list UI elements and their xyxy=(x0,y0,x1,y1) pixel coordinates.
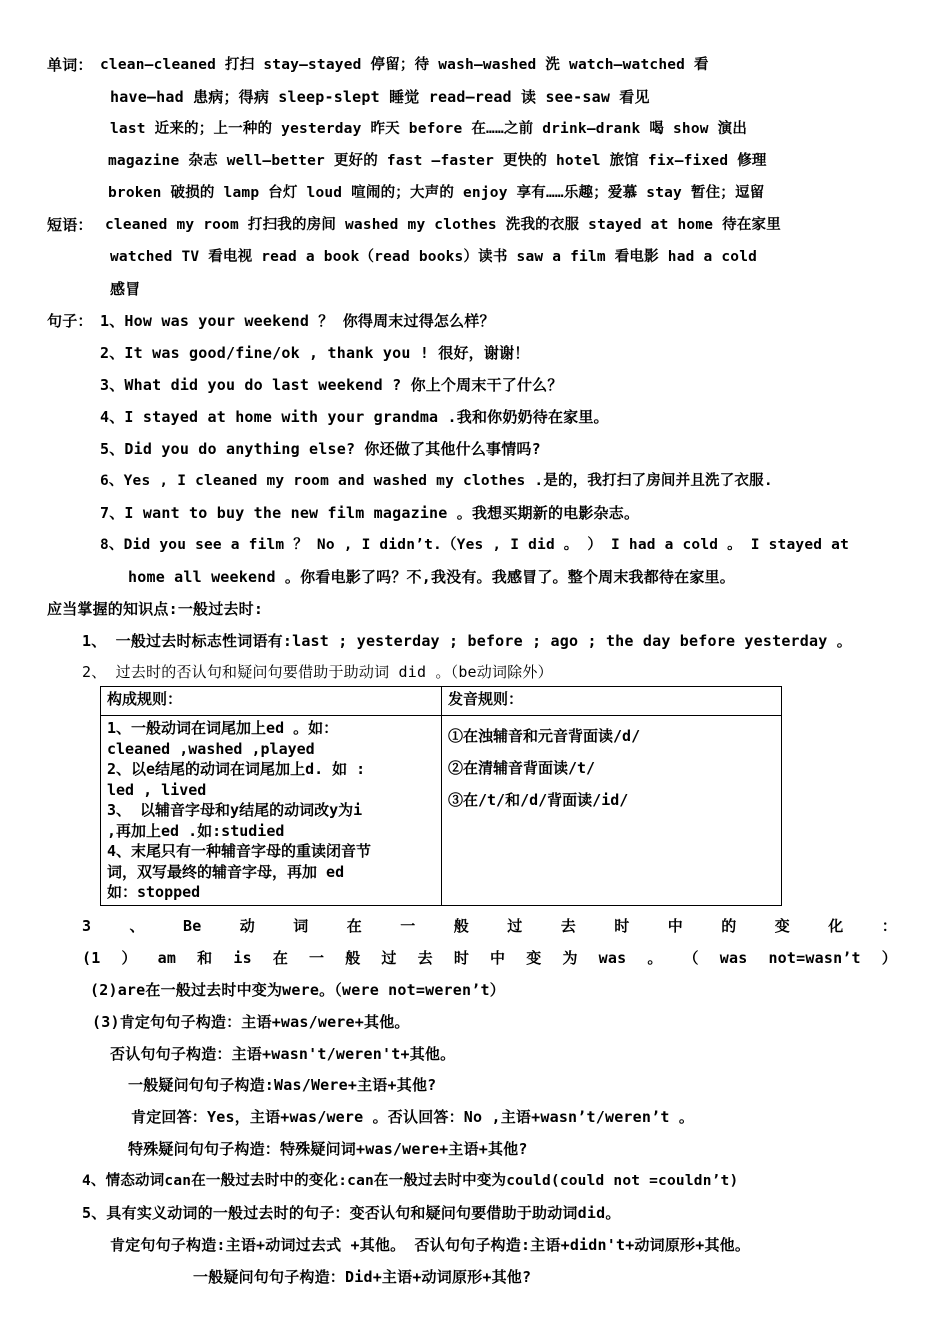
vocab-line-2: have—had 患病；得病 sleep-slept 睡觉 read—read 读 see-saw 看见 xyxy=(110,88,650,106)
sentence-3: 3、What did you do last weekend ? 你上个周末干了什么？ xyxy=(100,376,563,394)
text-token: 在 xyxy=(272,949,289,967)
text-token: ） xyxy=(881,949,897,967)
formation-rule-line: 1、一般动词在词尾加上ed 。如： xyxy=(107,719,339,737)
did-question-structure: 一般疑问句句子构造：Did+主语+动词原形+其他? xyxy=(193,1268,532,1286)
formation-rule-line: 4、末尾只有一种辅音字母的重读闭音节 xyxy=(107,842,372,860)
text-token: 、 xyxy=(129,917,145,935)
text-token: (1 xyxy=(82,949,101,967)
knowledge-point-1: 1、 一般过去时标志性词语有:last ; yesterday ; before ; ago ; the day before yesterday 。 xyxy=(82,632,852,650)
pronunciation-rule-line: ②在清辅音背面读/t/ xyxy=(448,759,596,777)
phrases-label: 短语： xyxy=(47,216,93,234)
text-token: 。 xyxy=(647,949,663,967)
knowledge-point-3-1 xyxy=(82,948,897,968)
text-token: 时 xyxy=(453,949,470,967)
text-token: is xyxy=(233,949,252,967)
phrase-line-2: watched TV 看电视 read a book（read books）读书 saw a film 看电影 had a cold xyxy=(110,249,758,265)
affirmative-structure: 肯定句句子构造:主语+动词过去式 +其他。 否认句句子构造:主语+didn't+动词原形+其他。 xyxy=(110,1236,751,1254)
text-token: 中 xyxy=(667,917,683,935)
text-token: 化 xyxy=(828,917,844,935)
pronunciation-rules-cell xyxy=(442,716,782,906)
sentence-8-cont: home all weekend 。你看电影了吗？不,我没有。我感冒了。整个周末我都待在家里。 xyxy=(128,568,735,586)
sentence-8: 8、Did you see a film ？ No , I didn’t.（Yes , I did 。 ） I had a cold 。 I stayed at xyxy=(100,537,849,553)
text-token: ： xyxy=(881,917,897,935)
formation-rules-cell xyxy=(101,716,442,906)
text-token: was xyxy=(719,949,748,967)
sentences-label: 句子： xyxy=(47,312,93,330)
text-token: Be xyxy=(183,917,202,935)
text-token: 时 xyxy=(614,917,630,935)
knowledge-point-4: 4、情态动词can在一般过去时中的变化:can在一般过去时中变为could(could not =couldn’t) xyxy=(82,1173,739,1189)
text-token: ） xyxy=(121,949,137,967)
text-token: 中 xyxy=(490,949,506,967)
formation-rule-line: 2、以e结尾的动词在词尾加上d. 如 : xyxy=(107,760,366,778)
formation-rule-line: led , lived xyxy=(107,780,207,799)
phrase-line-1: cleaned my room 打扫我的房间 washed my clothes 洗我的衣服 stayed at home 待在家里 xyxy=(105,217,781,233)
knowledge-point-2: 2、 过去时的否认句和疑问句要借助于助动词 did 。（be动词除外） xyxy=(82,663,553,681)
vocab-line-1: clean—cleaned 打扫 stay—stayed 停留；待 wash—washed 洗 watch—watched 看 xyxy=(100,57,709,73)
text-token: 去 xyxy=(417,949,433,967)
text-token: 动 xyxy=(239,917,255,935)
sentence-2: 2、It was good/fine/ok , thank you ! 很好，谢谢！ xyxy=(100,344,530,362)
text-token: 变 xyxy=(526,949,542,967)
text-token: 3 xyxy=(82,917,92,935)
vocab-label: 单词： xyxy=(47,56,93,74)
text-token: 一 xyxy=(400,917,416,935)
text-token: 过 xyxy=(381,949,397,967)
pronunciation-rule-line: ③在/t/和/d/背面读/id/ xyxy=(448,791,629,809)
text-token: 过 xyxy=(507,917,523,935)
text-token: am xyxy=(157,949,177,967)
vocab-line-5: broken 破损的 lamp 台灯 loud 喧闹的；大声的 enjoy 享有……乐趣；爱慕 stay 暂住；逗留 xyxy=(108,185,765,201)
text-token: not=wasn’t xyxy=(768,949,861,967)
text-token: was xyxy=(598,949,627,967)
text-token: 的 xyxy=(721,917,737,935)
knowledge-heading: 应当掌握的知识点:一般过去时: xyxy=(47,600,264,618)
knowledge-point-3 xyxy=(82,916,897,936)
answer-structure: 肯定回答：Yes，主语+was/were 。否认回答：No ,主语+wasn’t/weren’t 。 xyxy=(131,1108,695,1126)
text-token: 词 xyxy=(293,917,309,935)
knowledge-point-5: 5、具有实义动词的一般过去时的句子：变否认句和疑问句要借助于助动词did。 xyxy=(82,1204,621,1222)
text-token: 般 xyxy=(345,949,361,967)
formation-rule-line: cleaned ,washed ,played xyxy=(107,739,315,758)
text-token: 变 xyxy=(774,917,790,935)
question-structure: 一般疑问句句子构造:Was/Were+主语+其他? xyxy=(128,1076,437,1094)
sentence-1: 1、How was your weekend ？ 你得周末过得怎么样？ xyxy=(100,312,495,330)
text-token: 去 xyxy=(560,917,576,935)
formation-rule-line: ,再加上ed .如:studied xyxy=(107,821,285,840)
sentence-4: 4、I stayed at home with your grandma .我和你奶奶待在家里。 xyxy=(100,408,609,426)
formation-rules-header: 构成规则： xyxy=(101,687,442,716)
knowledge-point-3-2: (2)are在一般过去时中变为were。（were not=weren’t） xyxy=(90,981,505,999)
phrase-line-3: 感冒 xyxy=(110,280,141,298)
knowledge-point-3-3: (3)肯定句句子构造：主语+was/were+其他。 xyxy=(92,1013,410,1031)
special-question-structure: 特殊疑问句句子构造：特殊疑问词+was/were+主语+其他? xyxy=(128,1140,528,1158)
pronunciation-rule-line: ①在浊辅音和元音背面读/d/ xyxy=(448,727,641,745)
vocab-line-3: last 近来的；上一种的 yesterday 昨天 before 在……之前 drink—drank 喝 show 演出 xyxy=(110,121,748,137)
text-token: 一 xyxy=(309,949,325,967)
pronunciation-rules-header: 发音规则： xyxy=(442,687,782,716)
text-token: 为 xyxy=(562,949,578,967)
text-token: 在 xyxy=(346,917,362,935)
formation-rule-line: 词，双写最终的辅音字母，再加 ed xyxy=(107,862,345,881)
text-token: （ xyxy=(683,949,699,967)
negative-structure: 否认句句子构造：主语+wasn't/weren't+其他。 xyxy=(110,1045,456,1063)
vocab-line-4: magazine 杂志 well—better 更好的 fast —faster 更快的 hotel 旅馆 fix—fixed 修理 xyxy=(108,153,767,169)
sentence-7: 7、I want to buy the new film magazine 。我想买期新的电影杂志。 xyxy=(100,504,640,522)
formation-rule-line: 如：stopped xyxy=(107,883,201,901)
formation-rule-line: 3、 以辅音字母和y结尾的动词改y为i xyxy=(107,801,363,819)
rules-table xyxy=(100,686,782,906)
sentence-6: 6、Yes , I cleaned my room and washed my clothes .是的，我打扫了房间并且洗了衣服. xyxy=(100,473,773,489)
text-token: 和 xyxy=(197,949,213,967)
text-token: 般 xyxy=(453,917,469,935)
sentence-5: 5、Did you do anything else? 你还做了其他什么事情吗? xyxy=(100,440,541,458)
